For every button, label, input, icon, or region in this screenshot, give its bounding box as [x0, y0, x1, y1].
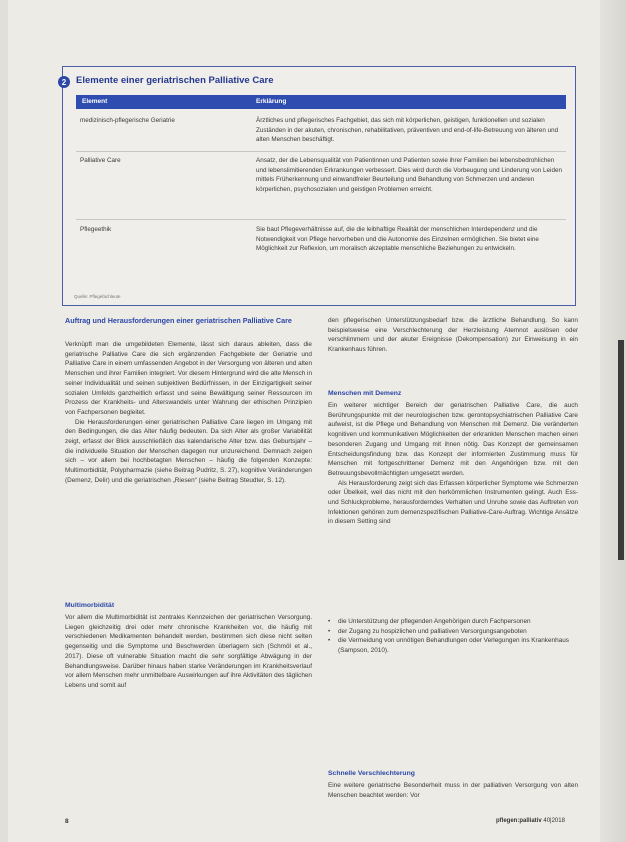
- magazine-name: pflegen:palliativ: [496, 818, 542, 824]
- list-item: • die Unterstützung der pflegenden Angehörigen durch Fachpersonen: [328, 617, 578, 627]
- row-divider: [76, 151, 566, 152]
- paragraph: den pflegerischen Unterstützungsbedarf bzw. die ärztliche Behandlung. So kann beispielsweise eine Verschlechterung der Herzleistung Atemnot auslösen oder verschlimmern und der akuter Ereignisse (Dekompensation) zur Einweisung in ein Krankenhaus führen.: [328, 317, 578, 354]
- approach-list: [328, 617, 578, 656]
- row-divider: [76, 219, 566, 220]
- list-item: • die Vermeidung von unnötigen Behandlungen oder Verlegungen ins Krankenhaus (Sampson, 2010).: [328, 636, 578, 655]
- multimorbidity-text: [65, 613, 312, 691]
- paragraph: Vor allem die Multimorbidität ist zentrales Kennzeichen der geriatrischen Versorgung. Liegen gleichzeitig drei oder mehr chronische Krankheiten vor, die häufig mit verschiedenen Medikamenten behandelt werden, bestimmen sich diese nicht selten gegenseitig und die Symptome und Beschwerden überlagern sich (Schmöl et al., 2017). Diese oft vulnerable Situation macht die sehr sorgfältige Abwägung in der Behandlungsweise. Darüber hinaus haben starke Veränderungen im Krankheitsverlauf vor allem Menschen mehr unmittelbare Auswirkungen auf ihre Aktivitäten des täglichen Lebens und somit auf: [65, 614, 312, 689]
- magazine-issue: 40|2018: [543, 818, 565, 824]
- row-definition: Ansatz, der die Lebensqualität von Patientinnen und Patienten sowie ihrer Familien bei lebensbedrohlichen und lebenslimitierenden Erkrankungen verbessert. Dies wird durch die Vorbeugung und Linderung von Leiden mittels Früherkennung und einwandfreier Beurteilung und Behandlung von Schmerzen und anderen körperlichen, psychosozialen und geistigen Problemen erreicht.: [256, 157, 562, 193]
- page-edge-strip: [618, 340, 624, 560]
- header-explanation: Erklärung: [256, 98, 287, 105]
- box-number-badge: 2: [58, 76, 70, 88]
- subheading-rapid-decline: Schnelle Verschlechterung: [328, 770, 415, 777]
- row-definition: Ärztliches und pflegerisches Fachgebiet, das sich mit körperlichen, geistigen, funktionellen und sozialen Zuständen in der akuten, chronischen, rehabilitativen, präventiven und end-of-life-Betreuung von älteren und alten Menschen beschäftigt.: [256, 117, 559, 143]
- magazine-footer: [496, 818, 565, 824]
- header-element: Element: [82, 98, 108, 105]
- table-header: [76, 95, 566, 109]
- row-definition: Sie baut Pflegeverhältnisse auf, die die leibhaftige Realität der menschlichen Interdependenz und die Notwendigkeit von Pflege hervorheben und die Autonomie des Einzelnen ermöglichen. Sie bietet eine Möglichkeit zur Reflexion, um moralisch akzeptable menschliche Beziehungen zu entwickeln.: [256, 226, 539, 252]
- dementia-text: [328, 401, 578, 527]
- box-source: Quelle: Pflegefachleute: [74, 294, 121, 299]
- binding-gutter: [0, 0, 8, 842]
- row-term: Palliative Care: [80, 157, 121, 164]
- subheading-dementia: Menschen mit Demenz: [328, 390, 402, 397]
- paragraph: Eine weitere geriatrische Besonderheit muss in der palliativen Versorgung von alten Menschen beachtet werden: Vor: [328, 782, 578, 799]
- rapid-decline-text: [328, 781, 578, 800]
- article-heading: Auftrag und Herausforderungen einer geriatrischen Palliative Care: [65, 316, 292, 325]
- left-column-body: [65, 340, 312, 486]
- row-term: Pflegeethik: [80, 226, 112, 233]
- box-title: Elemente einer geriatrischen Palliative Care: [76, 75, 274, 86]
- paragraph: Verknüpft man die umgebildeten Elemente, lässt sich daraus ableiten, dass die geriatrische Palliative Care die sich ergänzenden Fachgebiete der Geriatrie und Palliative Care in einem umfassenden Angebot in der Versorgung von älteren und alten Menschen und ihrer Familien integriert. Vor diesem Hintergrund wird die alte Mensch in seiner Individualität und seinen subjektiven Bedürfnissen, in der Einzigartigkeit seiner sozialen Umfelds ganzheitlich erfasst und seine Bewältigung seiner Ressourcen im Prozess der Krankheits- und Alterswandels unter Wahrung der ethischen Prinzipien von Fachpersonen begleitet.: [65, 341, 312, 416]
- right-column-top: [328, 316, 578, 355]
- paragraph: Ein weiterer wichtiger Bereich der geriatrischen Palliative Care, die auch Berührungspunkte mit der neurologischen bzw. gerontopsychiatrischen Palliative Care aufweist, ist die Pflege und Behandlung von Menschen mit Demenz. Die veränderten kognitiven und kommunikativen Möglichkeiten der erkrankten Menschen machen einen besonderen Zugang und Umgang mit ihnen nötig. Das Konzept der gemeinsamen Entscheidungsfindung bzw. das Konzept der informierten Zustimmung muss für Menschen mit fortgeschrittener Demenz mit den Angehörigen bzw. mit den Betreuungsbevollmächtigten umgesetzt werden.: [328, 402, 578, 477]
- paragraph: Als Herausforderung zeigt sich das Erfassen körperlicher Symptome wie Schmerzen oder Übelkeit, weil das nicht mit den herkömmlichen Instrumenten gelingt. Auch Ess- und Schluckprobleme, herausforderndes Verhalten und Unruhe sowie das Auftreten von Infektionen gehören zum demenzspezifischen Palliative-Care-Auftrag. Wichtige Ansätze in diesem Setting sind: [328, 479, 578, 526]
- list-item: • der Zugang zu hospizlichen und palliativen Versorgungsangeboten: [328, 627, 578, 637]
- subheading-multimorbidity: Multimorbidität: [65, 602, 115, 609]
- paragraph: Die Herausforderungen einer geriatrischen Palliative Care liegen im Umgang mit den Bedingungen, die das Alter häufig bedeuten. Da sich Alter als großer Variabilität zeigt, erfasst der Blick ausschließlich das kalendarische Alter bzw. das Geburtsjahr – die individuelle Situation der Menschen dagegen nur unzureichend. Demnach zeigen sich – vor allem bei hochbetagten Menschen – häufig die folgenden Konzepte: Multimorbidität, Polypharmazie (siehe Beitrag Pudritz, S. 27), kognitive Veränderungen (Demenz, Delir) und die geriatrischen „Riesen“ (siehe Beitrag Steudter, S. 12).: [65, 418, 312, 484]
- row-term: medizinisch-pflegerische Geriatrie: [80, 117, 175, 124]
- page-number: 8: [65, 818, 69, 825]
